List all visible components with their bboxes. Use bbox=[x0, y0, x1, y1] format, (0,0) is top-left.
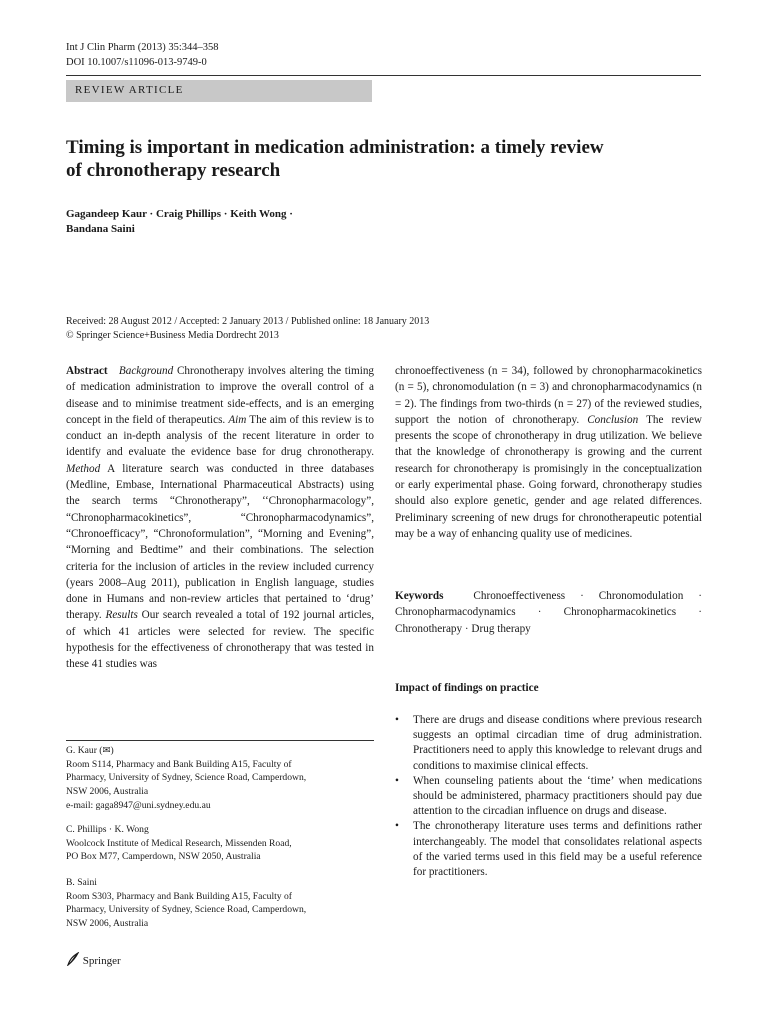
doi[interactable]: DOI 10.1007/s11096-013-9749-0 bbox=[66, 57, 207, 68]
affiliation-name: G. Kaur (✉) bbox=[66, 745, 114, 756]
results-text: Our search revealed a total of 192 journal articles, of which 41 articles were selected for review. The specific hypothesis for the effectiveness of chronotherapy that was tested in these 41 studies was bbox=[66, 609, 375, 671]
affiliation-line: Pharmacy, University of Sydney, Science Road, Camperdown, bbox=[66, 772, 307, 784]
affiliation-line: Room S114, Pharmacy and Bank Building A15, Faculty of bbox=[66, 758, 292, 770]
title-line-1: Timing is important in medication administration: a timely review bbox=[66, 137, 604, 158]
affiliation-line: Pharmacy, University of Sydney, Science Road, Camperdown, bbox=[66, 904, 307, 916]
authors-line-1[interactable]: Gagandeep Kaur · Craig Phillips · Keith Wong · bbox=[66, 208, 293, 220]
affiliation-name: B. Saini bbox=[66, 877, 97, 888]
affiliation-kaur bbox=[66, 744, 374, 813]
impact-heading: Impact of findings on practice bbox=[395, 682, 539, 694]
bullet-icon: • bbox=[395, 774, 399, 787]
aim-label: Aim bbox=[228, 413, 247, 426]
abstract bbox=[66, 363, 374, 673]
publisher-name: Springer bbox=[82, 955, 121, 967]
journal-citation: Int J Clin Pharm (2013) 35:344–358 bbox=[66, 42, 219, 53]
header-rule bbox=[66, 75, 701, 76]
affiliation-name: C. Phillips · K. Wong bbox=[66, 824, 149, 835]
affiliation-line: Woolcock Institute of Medical Research, Missenden Road, bbox=[66, 837, 292, 849]
bullet-icon: • bbox=[395, 820, 399, 833]
affiliation-line: NSW 2006, Australia bbox=[66, 786, 149, 798]
copyright: © Springer Science+Business Media Dordrecht 2013 bbox=[66, 329, 279, 341]
impact-list bbox=[395, 713, 702, 880]
method-label: Method bbox=[66, 462, 101, 475]
authors-line-2[interactable]: Bandana Saini bbox=[66, 223, 135, 235]
bullet-icon: • bbox=[395, 714, 399, 726]
conclusion-label: Conclusion bbox=[587, 413, 639, 426]
footnote-rule bbox=[66, 740, 374, 741]
abstract-label: Abstract bbox=[66, 365, 108, 377]
title-line-2: of chronotherapy research bbox=[66, 160, 281, 181]
aim-text: The aim of this review is to conduct an in-depth analysis of the recent literature in order to identify and evaluate the evidence base for drug chronotherapy. bbox=[66, 413, 374, 459]
list-item bbox=[395, 713, 702, 774]
bullet-text: There are drugs and disease conditions where previous research suggests an optimal circadian time of drug administration. Practitioners need to apply this knowledge to relevant drugs and conditions to maximise clinical effects. bbox=[413, 714, 702, 772]
background-text: Chronotherapy involves altering the timing of medication administration to improve the overall control of a disease and to minimise treatment side-effects, and is an emerging concept in the field of therapeutics. bbox=[66, 365, 375, 426]
background-label: Background bbox=[118, 365, 174, 377]
publisher-footer bbox=[66, 952, 121, 967]
method-text: A literature search was conducted in three databases (Medline, Embase, International Pharmaceutical Abstracts) using the search terms “Chronotherapy”, ‘‘Chronopharmacology”, “Chronopharmacokinetics”, “Chronopharmacodynamics”, “Chronoefficacy”, “Chronoformulation”, “Morning and Evening”, “Morning and Bedtime” and their combinations. The selection criteria for the inclusion of articles in the review included currency (years 2008–Aug 2011), publication in English language, studies done in Humans and non-review articles that pertained to ‘drug’ therapy. bbox=[66, 462, 374, 622]
conclusion-text: The review presents the scope of chronotherapy in drug utilization. We believe that the knowledge of chronotherapy is growing and the current research for chronotherapy is promisingly in the conceptualization or early experimental phase. Going forward, chronotherapy studies should also explore genetic, gender and age related differences. Preliminary screening of new drugs for chronotherapeutic potential may be a way of enhancing quality use of medicines. bbox=[395, 413, 702, 540]
bullet-text: The chronotherapy literature uses terms and definitions rather interchangeably. The model that consolidates relational aspects of the varied terms used in this field may be a useful reference for practitioners. bbox=[413, 820, 702, 879]
article-type-band bbox=[66, 80, 372, 102]
abstract-continued bbox=[395, 363, 702, 542]
results-continued: chronoeffectiveness (n = 34), followed by chronopharmacokinetics (n = 5), chronomodulation (n = 3) and chronopharmacodynamics (n = 2). The findings from two-thirds (n = 27) of the reviewed studies, support the notion of chronotherapy. bbox=[395, 365, 702, 426]
affiliation-line: Room S303, Pharmacy and Bank Building A15, Faculty of bbox=[66, 890, 292, 902]
keywords-text: Chronoeffectiveness · Chronomodulation · Chronopharmacodynamics · Chronopharmacokinetics · Chronotherapy · Drug therapy bbox=[395, 590, 702, 635]
affiliation-saini bbox=[66, 876, 374, 931]
list-item bbox=[395, 819, 702, 880]
authors bbox=[66, 207, 386, 237]
springer-logo-icon bbox=[66, 952, 80, 966]
results-label: Results bbox=[105, 609, 138, 622]
keywords-label: Keywords bbox=[395, 590, 444, 602]
affiliation-line: PO Box M77, Camperdown, NSW 2050, Australia bbox=[66, 851, 261, 863]
article-title bbox=[66, 136, 706, 182]
list-item bbox=[395, 774, 702, 820]
dates: Received: 28 August 2012 / Accepted: 2 January 2013 / Published online: 18 January 2013 bbox=[66, 316, 430, 327]
affiliation-phillips-wong bbox=[66, 823, 374, 864]
bullet-text: When counseling patients about the ‘time’ when medications should be administered, pharmacy practitioners should pay due attention to the circadian influence on drugs and disease. bbox=[413, 774, 702, 818]
keywords bbox=[395, 588, 702, 637]
journal-header bbox=[66, 40, 219, 70]
email-link[interactable]: e-mail: gaga8947@uni.sydney.edu.au bbox=[66, 799, 211, 811]
publication-history bbox=[66, 315, 706, 342]
article-type: REVIEW ARTICLE bbox=[75, 84, 184, 96]
affiliation-line: NSW 2006, Australia bbox=[66, 918, 149, 930]
